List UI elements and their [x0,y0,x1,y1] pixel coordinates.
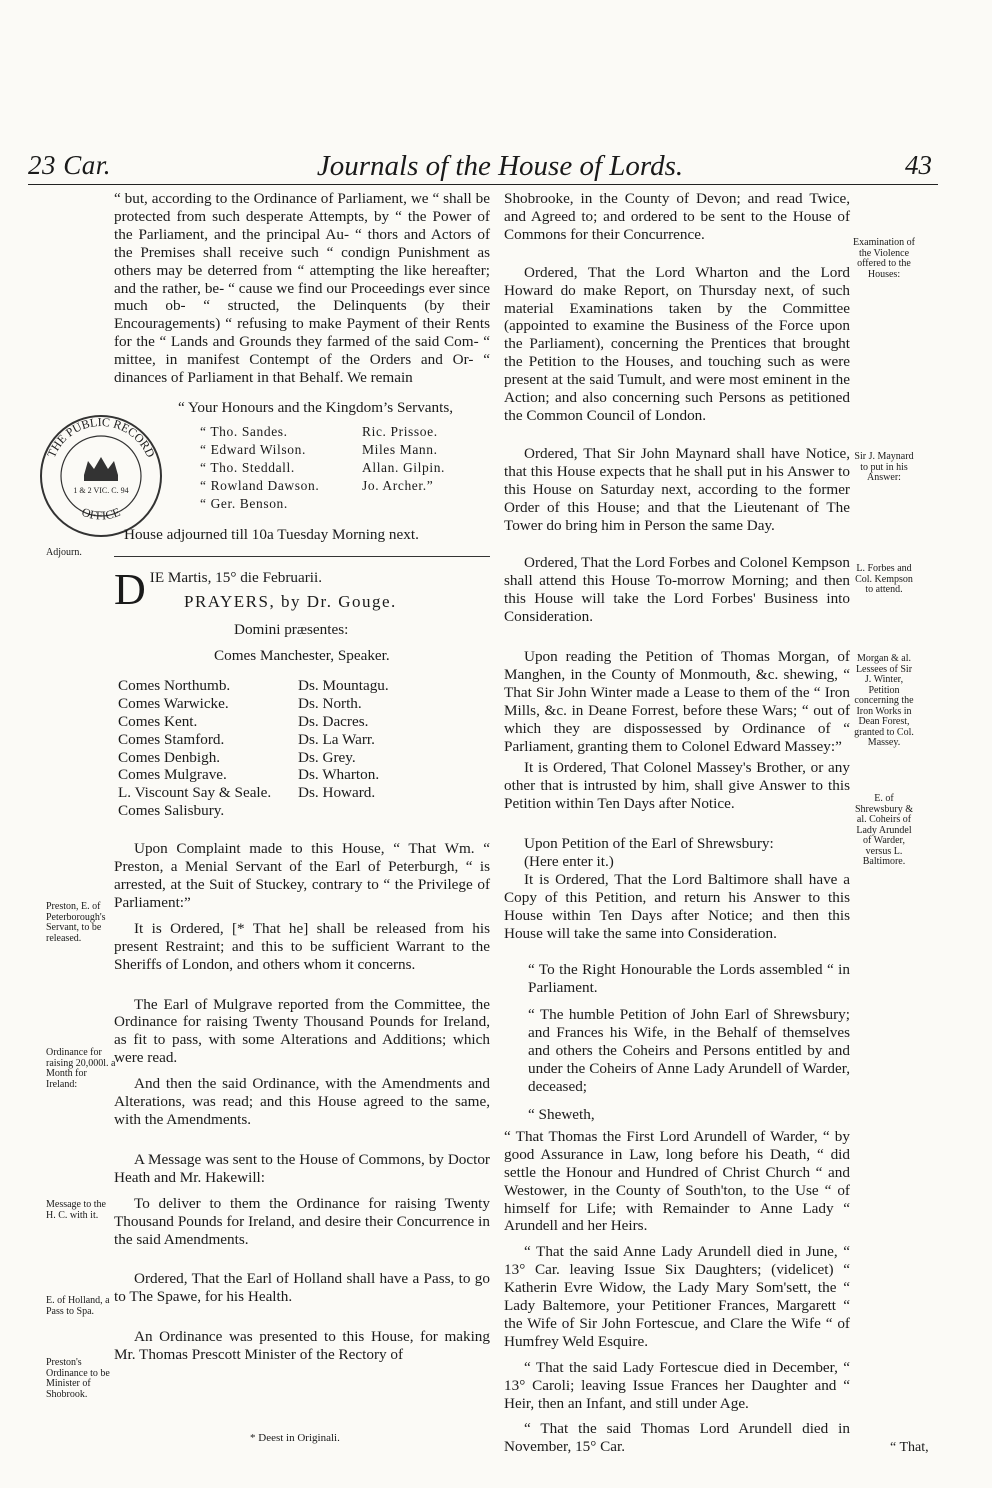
margin-note-holland: E. of Holland, a Pass to Spa. [46,1295,110,1317]
signatory: “ Tho. Steddall. [200,459,295,475]
lord-name: Ds. Mountagu. [298,676,389,694]
catchword: “ That, [890,1440,929,1455]
baltimore-order: It is Ordered, That the Lord Baltimore shall have a Copy of this Petition, and return his Answer to this House within Ten Days after Notice; and then this House will take the same into Consideration. [504,871,850,942]
margin-note-maynard: Sir J. Maynard to put in his Answer: [854,451,914,483]
petition-para-1: “ That Thomas the First Lord Arundell of Warder, “ by good Assurance in Law, long before his Death, “ did settle the Honour and Hundred of Christ Church “ and Westower, in the County of South'ton, to the Use “ of himself for Life; with Remainder to Anne Lady “ Arundell and her Heirs. [504,1127,850,1235]
lord-name: Comes Mulgrave. [118,766,227,784]
petition-para-4: “ That the said Thomas Lord Arundell died in November, 15° Car. [504,1420,850,1456]
header-rule [28,184,938,185]
lord-name: Ds. Howard. [298,784,376,802]
prayers: PRAYERS, by Dr. Gouge. [184,592,397,612]
lord-name: Ds. Dacres. [298,712,369,730]
signatory: Miles Mann. [362,441,438,457]
signatory: Ric. Prissoe. [362,423,438,439]
mulgrave-report: The Earl of Mulgrave reported from the Committee, the Ordinance for raising Twenty Thousand Pounds for Ireland, as fit to pass, with some Alterations and Additions; which were read. [114,995,490,1067]
prescott-continued: Shobrooke, in the County of Devon; and read Twice, and Agreed to; and ordered to be sent to the House of Commons for their Concurrence. [504,190,850,243]
signatory: “ Edward Wilson. [200,441,306,457]
petition-title: “ The humble Petition of John Earl of Shrewsbury; and Frances his Wife, in the Behalf of themselves and others the Coheirs and Persons entitled by and under the Coheirs of Anne Lady Arundell of Warder, deceased; [528,1006,850,1096]
letter-conclusion: “ but, according to the Ordinance of Parliament, we “ shall be protected from such desperate Attempts, by “ the Power of the Parliament, and the principal Au- “ thors and Actors of the Premises shall receive such “ condign Punishment as others may be deterred from “ attempting the like hereafter; and the rather, be- “ cause we find our Proceedings ever since much ob- “ structed, the Delinquents (by their Encouragements) “ refusing to make Payment of their Rents for the “ Lands and Grounds they farmed of the said Com- “ mittee, in manifest Contempt of the Orders and Or- “ dinances of Parliament in that Behalf. We remain [114,190,490,387]
message-to-commons: A Message was sent to the House of Commons, by Doctor Heath and Mr. Hakewill: [114,1150,490,1186]
page-number: 43 [905,150,932,180]
signatory: Allan. Gilpin. [362,459,446,475]
servants-line: “ Your Honours and the Kingdom’s Servants, [178,398,454,416]
forbes-order: Ordered, That the Lord Forbes and Colonel Kempson shall attend this House To-morrow Morning; and then this House will take the Lord Forbes' Business into Consideration. [504,554,850,626]
margin-note-adjourn: Adjourn. [46,547,82,558]
petition-para-3: “ That the said Lady Fortescue died in December, “ 13° Caroli; leaving Issue Frances her Daughter and “ Heir, then an Infant, and still under Age. [504,1358,850,1412]
margin-note-prescott: Preston's Ordinance to be Minister of Shobrook. [46,1357,110,1400]
signatory [362,495,522,513]
section-rule [114,556,490,557]
lord-name: Comes Warwicke. [118,694,229,712]
lord-name: Ds. Grey. [298,748,356,766]
morgan-petition: Upon reading the Petition of Thomas Morgan, of Manghen, in the County of Monmouth, &c. shewing, “ That Sir John Winter made a Lease to them of the “ Iron Mills, &c. in Deane Forrest, before these Wars; “ out of which they are dispossessed by Ordinance of “ Parliament, granting them to Colonel Edward Massey:” [504,648,850,755]
petition-address: “ To the Right Honourable the Lords assembled “ in Parliament. [528,960,850,996]
lords-present [118,677,490,820]
running-head-title: Journals of the House of Lords. [316,150,684,182]
margin-note-forbes: L. Forbes and Col. Kempson to attend. [855,563,913,595]
adjournment: House adjourned till 10a Tuesday Morning next. [124,526,419,544]
enter-it: (Here enter it.) [524,853,614,871]
lord-name: Ds. Wharton. [298,766,380,784]
margin-note-morgan: Morgan & al. Lessees of Sir J. Winter, Petition concerning the Iron Works in Dean Forest, granted to Col. Massey. [854,653,914,748]
domini-praesentes: Domini præsentes: [234,621,349,639]
margin-note-ordinance: Ordinance for raising 20,000l. a Month for Ireland: [46,1047,116,1090]
lord-name: Comes Salisbury. [118,802,225,820]
shrewsbury-petition: Upon Petition of the Earl of Shrewsbury: [524,835,774,853]
preston-complaint: Upon Complaint made to this House, “ That Wm. “ Preston, a Menial Servant of the Earl of Peterburgh, “ is arrested, at the Suit of Stuckey, contrary to “ the Privilege of Parliament:” [114,840,490,911]
signatories [200,423,490,513]
wharton-report-order: Ordered, That the Lord Wharton and the Lord Howard do make Report, on Thursday next, of such material Examinations taken by the Committee (appointed to examine the Business of the Force upon the Parliament), concerning the Prentices that brought the Petition to the Houses, and touching such as were present at the said Tumult, and were most eminent in the Action; and also concerning such Persons as petitioned the Common Council of London. [504,263,850,424]
svg-text:THE PUBLIC RECORD: THE PUBLIC RECORD [44,414,158,460]
lord-name: Comes Stamford. [118,730,225,748]
speaker: Comes Manchester, Speaker. [214,647,390,665]
lord-name [298,802,448,820]
lord-name: Comes Kent. [118,712,198,730]
margin-note-preston: Preston, E. of Peterborough's Servant, to be released. [46,901,106,944]
day-title: IE Martis, 15° die Februarii. [149,569,323,587]
holland-pass: Ordered, That the Earl of Holland shall have a Pass, to go to The Spawe, for his Health. [114,1270,490,1306]
margin-note-examination: Examination of the Violence offered to the Houses: [853,237,915,280]
sheweth: “ Sheweth, [528,1105,595,1123]
lord-name: Comes Northumb. [118,676,231,694]
prescott-ordinance: An Ordinance was presented to this House, for making Mr. Thomas Prescott Minister of the Rectory of [114,1328,490,1364]
massey-order: It is Ordered, That Colonel Massey's Brother, or any other that is intrusted by him, shall give Answer to this Petition within Ten Days after Notice. [504,759,850,813]
maynard-order: Ordered, That Sir John Maynard shall have Notice, that this House expects that he shall put in his Answer to this House on Saturday next, according to the former Order of this House; and that the Lieutenant of The Tower do bring him in Person the same Day. [504,444,850,534]
petition-para-2: “ That the said Anne Lady Arundell died in June, “ 13° Car. leaving Issue Six Daughters; (videlicet) “ Katherin Evre Widow, the Lady Mary Som'sett, the “ Lady Baltemore, your Petitioner Frances, Margarett “ the Wife of Sir John Fortescue, and Clare the Wife “ of Humfrey Weld Esquire. [504,1243,850,1350]
message-content: To deliver to them the Ordinance for raising Twenty Thousand Pounds for Ireland, and desire their Concurrence in the said Amendments. [114,1194,490,1248]
signatory: “ Tho. Sandes. [200,423,288,439]
running-head-reign: 23 Car. [28,150,112,180]
svg-text:1 & 2 VIC. C. 94: 1 & 2 VIC. C. 94 [73,486,129,495]
lord-name: Ds. North. [298,694,362,712]
lord-name: L. Viscount Say & Seale. [118,784,272,802]
margin-note-message: Message to the H. C. with it. [46,1199,106,1221]
drop-cap: D [114,565,146,615]
signatory: “ Rowland Dawson. [200,477,320,493]
lord-name: Comes Denbigh. [118,748,221,766]
footnote: * Deest in Originali. [250,1432,340,1444]
mulgrave-agreed: And then the said Ordinance, with the Amendments and Alterations, was read; and this House agreed to the same, with the Amendments. [114,1075,490,1128]
svg-text:OFFICE: OFFICE [79,504,123,523]
signatory: “ Ger. Benson. [200,495,288,511]
right-column [504,190,850,1456]
margin-note-shrewsbury: E. of Shrewsbury & al. Coheirs of Lady Arundel of Warder, versus L. Baltimore. [854,793,914,867]
signatory: Jo. Archer.” [362,477,434,493]
left-column [114,190,490,1364]
lord-name: Ds. La Warr. [298,730,375,748]
preston-order: It is Ordered, [* That he] shall be released from his present Restraint; and this to be sufficient Warrant to the Sheriffs of London, and others whom it concerns. [114,919,490,973]
